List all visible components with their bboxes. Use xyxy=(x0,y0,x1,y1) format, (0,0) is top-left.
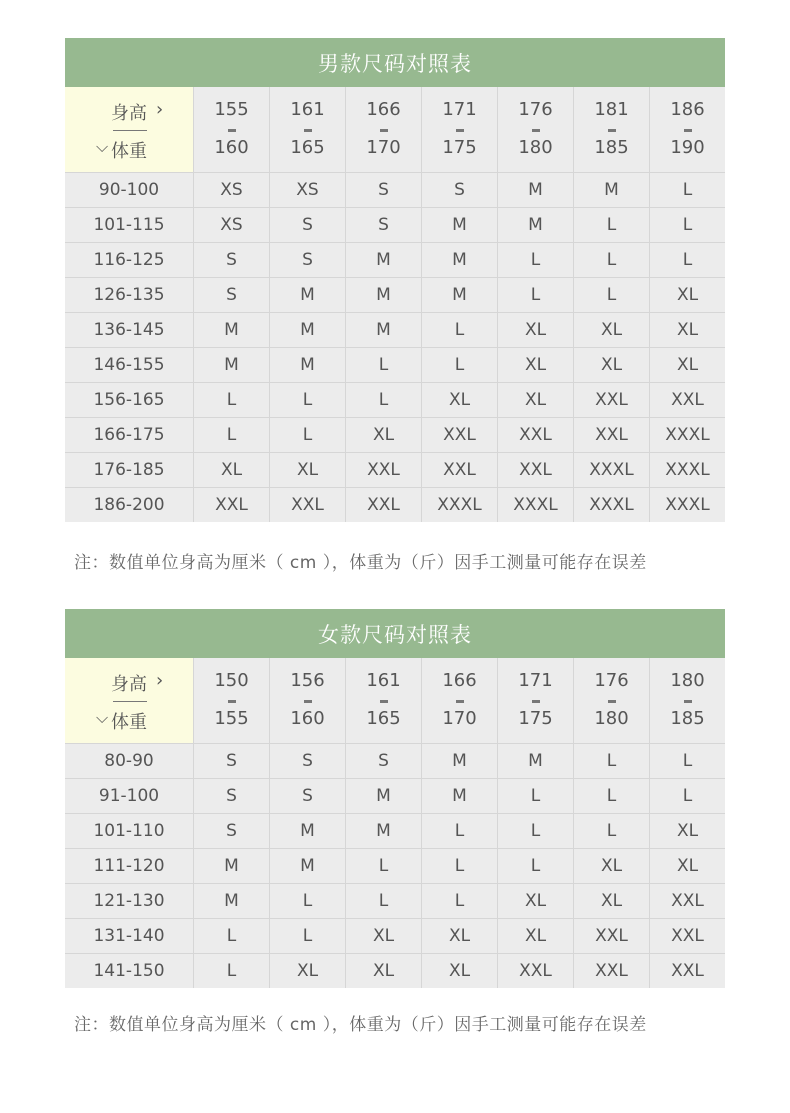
men-table-body xyxy=(65,173,725,522)
women-footnote: 注：数值单位身高为厘米（ cm ），体重为（斤）因手工测量可能存在误差 xyxy=(74,1015,647,1035)
size-cell: L xyxy=(270,418,346,452)
women-height-col xyxy=(498,658,574,743)
weight-range-cell: 90-100 xyxy=(65,173,194,207)
height-to: 160 xyxy=(290,708,325,729)
size-cell: L xyxy=(574,278,650,312)
weight-label: 体重 xyxy=(111,712,147,733)
height-to: 175 xyxy=(442,137,477,158)
height-from: 171 xyxy=(518,670,553,691)
size-cell: L xyxy=(346,383,422,417)
table-row xyxy=(65,173,725,208)
size-cell: XXXL xyxy=(574,453,650,487)
men-height-col xyxy=(650,87,725,172)
women-height-col xyxy=(574,658,650,743)
size-cell: M xyxy=(574,173,650,207)
size-cell: L xyxy=(498,243,574,277)
size-cell: L xyxy=(574,744,650,778)
size-cell: L xyxy=(346,849,422,883)
size-cell: M xyxy=(498,173,574,207)
height-from: 161 xyxy=(290,99,325,120)
height-label: 身高 xyxy=(111,674,147,695)
women-height-col xyxy=(270,658,346,743)
size-cell: M xyxy=(346,243,422,277)
size-cell: XL xyxy=(422,383,498,417)
size-cell: M xyxy=(270,313,346,347)
size-cell: S xyxy=(422,173,498,207)
men-height-col xyxy=(498,87,574,172)
women-size-chart xyxy=(65,609,725,988)
weight-range-cell: 121-130 xyxy=(65,884,194,918)
table-row xyxy=(65,779,725,814)
size-cell: M xyxy=(346,779,422,813)
size-cell: M xyxy=(346,814,422,848)
size-cell: XL xyxy=(346,919,422,953)
size-cell: S xyxy=(346,208,422,242)
size-cell: L xyxy=(574,208,650,242)
size-cell: XXXL xyxy=(665,460,710,480)
size-cell: XL xyxy=(270,954,346,988)
men-header-row xyxy=(65,87,725,173)
size-cell: XXL xyxy=(671,926,704,946)
height-to: 165 xyxy=(366,708,401,729)
men-height-col xyxy=(346,87,422,172)
weight-label: 体重 xyxy=(111,141,147,162)
weight-range-cell: 186-200 xyxy=(65,488,194,522)
height-label: 身高 xyxy=(111,103,147,124)
table-row xyxy=(65,954,725,988)
size-cell: XL xyxy=(676,355,699,375)
size-cell: M xyxy=(270,814,346,848)
table-row xyxy=(65,884,725,919)
size-cell: L xyxy=(498,278,574,312)
size-cell: XL xyxy=(498,383,574,417)
size-cell: XL xyxy=(574,849,650,883)
range-dash xyxy=(304,129,312,132)
size-cell: M xyxy=(422,208,498,242)
size-cell: L xyxy=(422,849,498,883)
size-cell: M xyxy=(422,278,498,312)
size-cell: S xyxy=(194,779,270,813)
size-cell: M xyxy=(422,779,498,813)
table-row xyxy=(65,278,725,313)
height-from: 186 xyxy=(670,99,705,120)
size-cell: XXXL xyxy=(422,488,498,522)
height-to: 165 xyxy=(290,137,325,158)
range-dash xyxy=(456,129,464,132)
range-dash xyxy=(608,129,616,132)
height-to: 160 xyxy=(214,137,249,158)
corner-divider xyxy=(113,130,147,131)
size-cell: XS xyxy=(270,173,346,207)
weight-range-cell: 136-145 xyxy=(65,313,194,347)
men-size-chart xyxy=(65,38,725,522)
size-cell: S xyxy=(270,744,346,778)
women-height-col xyxy=(346,658,422,743)
size-cell: XL xyxy=(574,884,650,918)
range-dash xyxy=(532,129,540,132)
men-footnote: 注：数值单位身高为厘米（ cm ），体重为（斤）因手工测量可能存在误差 xyxy=(74,553,647,573)
size-cell: XXL xyxy=(671,961,704,981)
table-row xyxy=(65,243,725,278)
women-height-col xyxy=(194,658,270,743)
height-from: 161 xyxy=(366,670,401,691)
size-cell: XXL xyxy=(671,390,704,410)
size-cell: L xyxy=(270,919,346,953)
size-cell: XL xyxy=(574,313,650,347)
height-from: 166 xyxy=(442,670,477,691)
range-dash xyxy=(608,700,616,703)
women-header-row xyxy=(65,658,725,744)
height-from: 180 xyxy=(670,670,705,691)
size-cell: L xyxy=(682,751,693,771)
table-row xyxy=(65,383,725,418)
size-cell: S xyxy=(346,173,422,207)
chevron-down-icon: ⌵ xyxy=(96,708,109,727)
height-to: 180 xyxy=(594,708,629,729)
size-cell: L xyxy=(194,954,270,988)
size-cell: M xyxy=(346,278,422,312)
women-height-col xyxy=(650,658,725,743)
size-cell: L xyxy=(194,418,270,452)
women-table-body xyxy=(65,744,725,988)
size-cell: S xyxy=(194,744,270,778)
weight-range-cell: 176-185 xyxy=(65,453,194,487)
range-dash xyxy=(532,700,540,703)
size-cell: L xyxy=(270,383,346,417)
size-cell: L xyxy=(422,814,498,848)
size-cell: XXL xyxy=(346,453,422,487)
size-cell: M xyxy=(346,313,422,347)
size-cell: XXL xyxy=(574,383,650,417)
women-chart-title: 女款尺码对照表 xyxy=(65,609,725,658)
size-cell: XXL xyxy=(498,453,574,487)
height-to: 180 xyxy=(518,137,553,158)
men-corner-cell xyxy=(65,87,194,172)
men-chart-title: 男款尺码对照表 xyxy=(65,38,725,87)
size-cell: M xyxy=(422,243,498,277)
table-row xyxy=(65,744,725,779)
height-to: 170 xyxy=(442,708,477,729)
size-cell: XL xyxy=(194,453,270,487)
women-height-col xyxy=(422,658,498,743)
weight-range-cell: 101-115 xyxy=(65,208,194,242)
size-cell: XXL xyxy=(498,418,574,452)
size-cell: S xyxy=(346,744,422,778)
size-cell: XL xyxy=(422,919,498,953)
size-cell: XL xyxy=(422,954,498,988)
size-cell: M xyxy=(270,849,346,883)
size-cell: XXL xyxy=(422,453,498,487)
height-from: 156 xyxy=(290,670,325,691)
range-dash xyxy=(228,129,236,132)
size-cell: XL xyxy=(498,348,574,382)
size-cell: XL xyxy=(346,418,422,452)
range-dash xyxy=(684,700,692,703)
height-to: 185 xyxy=(670,708,705,729)
size-cell: XL xyxy=(498,884,574,918)
size-cell: XL xyxy=(270,453,346,487)
size-cell: XXXL xyxy=(498,488,574,522)
size-cell: L xyxy=(422,313,498,347)
range-dash xyxy=(456,700,464,703)
height-from: 176 xyxy=(518,99,553,120)
size-cell: M xyxy=(194,849,270,883)
weight-range-cell: 80-90 xyxy=(65,744,194,778)
size-cell: M xyxy=(194,884,270,918)
size-cell: M xyxy=(270,348,346,382)
table-row xyxy=(65,919,725,954)
size-cell: XXL xyxy=(346,488,422,522)
chevron-right-icon: › xyxy=(156,99,164,120)
weight-range-cell: 101-110 xyxy=(65,814,194,848)
size-cell: XL xyxy=(498,313,574,347)
size-cell: XXL xyxy=(574,919,650,953)
height-from: 181 xyxy=(594,99,629,120)
size-cell: XL xyxy=(676,320,699,340)
size-cell: L xyxy=(574,243,650,277)
range-dash xyxy=(684,129,692,132)
size-cell: L xyxy=(194,919,270,953)
size-cell: XL xyxy=(676,856,699,876)
size-cell: XXL xyxy=(422,418,498,452)
size-cell: L xyxy=(498,814,574,848)
size-cell: XXXL xyxy=(665,495,710,515)
size-cell: XL xyxy=(498,919,574,953)
size-cell: XL xyxy=(676,821,699,841)
table-row xyxy=(65,313,725,348)
weight-range-cell: 116-125 xyxy=(65,243,194,277)
table-row xyxy=(65,849,725,884)
size-cell: XXL xyxy=(574,418,650,452)
size-cell: M xyxy=(422,744,498,778)
size-cell: XL xyxy=(574,348,650,382)
women-corner-cell xyxy=(65,658,194,743)
weight-range-cell: 146-155 xyxy=(65,348,194,382)
size-cell: M xyxy=(498,744,574,778)
size-cell: S xyxy=(270,208,346,242)
table-row xyxy=(65,208,725,243)
size-cell: XXL xyxy=(194,488,270,522)
men-height-col xyxy=(270,87,346,172)
size-cell: M xyxy=(194,313,270,347)
size-cell: L xyxy=(498,779,574,813)
men-height-col xyxy=(194,87,270,172)
range-dash xyxy=(228,700,236,703)
table-row xyxy=(65,418,725,453)
size-cell: XXL xyxy=(671,891,704,911)
size-cell: XL xyxy=(346,954,422,988)
range-dash xyxy=(304,700,312,703)
men-height-col xyxy=(422,87,498,172)
size-cell: L xyxy=(346,884,422,918)
table-row xyxy=(65,348,725,383)
size-cell: S xyxy=(194,814,270,848)
men-height-col xyxy=(574,87,650,172)
size-cell: L xyxy=(270,884,346,918)
range-dash xyxy=(380,129,388,132)
weight-range-cell: 156-165 xyxy=(65,383,194,417)
table-row xyxy=(65,453,725,488)
height-to: 175 xyxy=(518,708,553,729)
chevron-right-icon: › xyxy=(156,670,164,691)
height-from: 150 xyxy=(214,670,249,691)
size-cell: XXXL xyxy=(665,425,710,445)
size-cell: L xyxy=(682,180,693,200)
corner-divider xyxy=(113,701,147,702)
size-cell: XXL xyxy=(498,954,574,988)
size-cell: S xyxy=(270,779,346,813)
size-cell: L xyxy=(682,786,693,806)
size-cell: L xyxy=(574,814,650,848)
weight-range-cell: 126-135 xyxy=(65,278,194,312)
height-from: 166 xyxy=(366,99,401,120)
size-cell: L xyxy=(422,884,498,918)
height-from: 171 xyxy=(442,99,477,120)
height-from: 176 xyxy=(594,670,629,691)
weight-range-cell: 91-100 xyxy=(65,779,194,813)
size-cell: L xyxy=(574,779,650,813)
height-to: 185 xyxy=(594,137,629,158)
size-cell: XS xyxy=(194,173,270,207)
size-cell: XXL xyxy=(574,954,650,988)
height-to: 190 xyxy=(670,137,705,158)
size-cell: XXXL xyxy=(574,488,650,522)
weight-range-cell: 131-140 xyxy=(65,919,194,953)
size-cell: M xyxy=(270,278,346,312)
size-cell: S xyxy=(194,243,270,277)
table-row xyxy=(65,814,725,849)
size-cell: XL xyxy=(676,285,699,305)
range-dash xyxy=(380,700,388,703)
size-cell: S xyxy=(194,278,270,312)
weight-range-cell: 141-150 xyxy=(65,954,194,988)
size-cell: L xyxy=(422,348,498,382)
weight-range-cell: 111-120 xyxy=(65,849,194,883)
chevron-down-icon: ⌵ xyxy=(96,137,109,156)
size-cell: S xyxy=(270,243,346,277)
size-cell: L xyxy=(682,250,693,270)
size-cell: L xyxy=(194,383,270,417)
size-cell: XXL xyxy=(270,488,346,522)
height-to: 170 xyxy=(366,137,401,158)
size-cell: M xyxy=(194,348,270,382)
size-cell: M xyxy=(498,208,574,242)
size-cell: XS xyxy=(194,208,270,242)
weight-range-cell: 166-175 xyxy=(65,418,194,452)
size-cell: L xyxy=(346,348,422,382)
table-row xyxy=(65,488,725,522)
height-from: 155 xyxy=(214,99,249,120)
size-cell: L xyxy=(498,849,574,883)
height-to: 155 xyxy=(214,708,249,729)
size-cell: L xyxy=(682,215,693,235)
